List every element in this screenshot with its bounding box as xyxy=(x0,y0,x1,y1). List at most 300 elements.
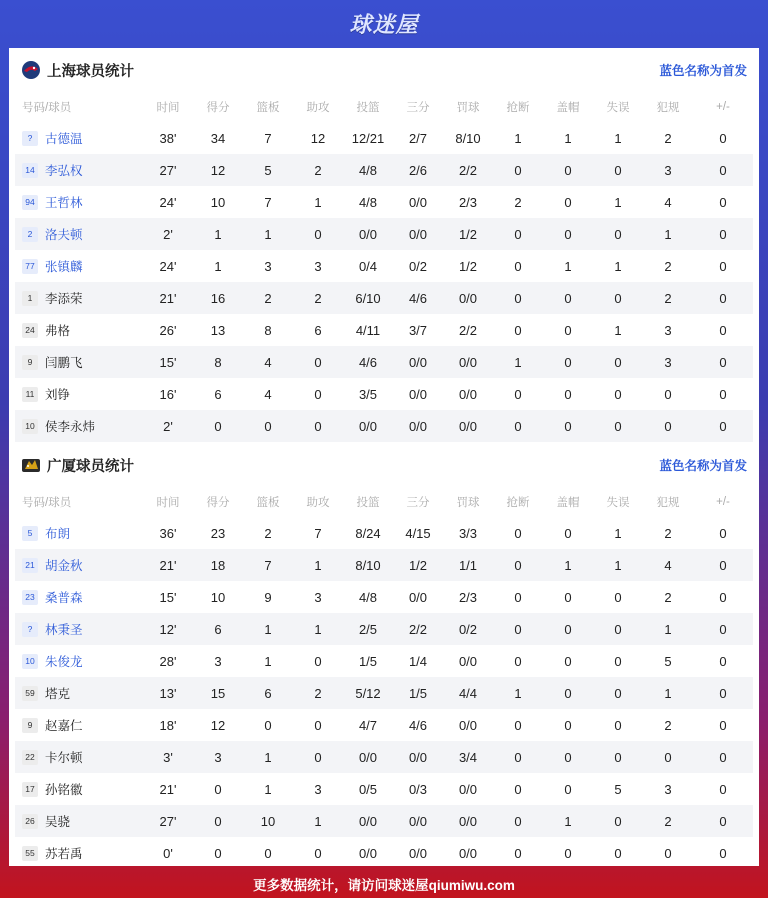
player-row[interactable] xyxy=(15,677,753,709)
stat-cell: 7 xyxy=(264,130,272,146)
column-header: 时间 xyxy=(156,102,180,114)
player-row[interactable] xyxy=(15,378,753,410)
column-header: 抢断 xyxy=(506,497,530,509)
stat-cell: 27' xyxy=(143,805,193,837)
player-name[interactable]: 弗格 xyxy=(45,324,71,338)
stat-cell: 0 xyxy=(493,549,543,581)
column-header: 投篮 xyxy=(356,102,380,114)
stat-cell: 8/24 xyxy=(355,525,381,541)
stat-cell: 1 xyxy=(293,613,343,645)
starter-note: 蓝色名称为首发 xyxy=(659,64,747,78)
player-cell xyxy=(15,218,143,250)
stat-cell: 0 xyxy=(614,589,622,605)
stat-cell: 0 xyxy=(564,525,572,541)
stat-cell: 1 xyxy=(243,613,293,645)
stat-cell: 0/0 xyxy=(343,410,393,442)
section-title-text: 广厦球员统计 xyxy=(47,458,134,475)
stat-cell: 1 xyxy=(514,130,522,146)
player-row[interactable] xyxy=(15,218,753,250)
stat-cell: 0 xyxy=(314,386,322,402)
stat-cell: 3 xyxy=(664,781,672,797)
stat-cell: 4 xyxy=(643,549,693,581)
column-header: 篮板 xyxy=(256,102,280,114)
stat-cell: 0/0 xyxy=(443,282,493,314)
stat-cell: 0 xyxy=(564,717,572,733)
jersey-number-badge: 11 xyxy=(22,387,38,402)
starter-note: 蓝色名称为首发 xyxy=(659,459,747,473)
player-row[interactable] xyxy=(15,250,753,282)
stat-cell: 0 xyxy=(293,410,343,442)
stat-cell: 0 xyxy=(543,613,593,645)
stat-cell: 0 xyxy=(564,781,572,797)
stat-cell: 0 xyxy=(293,218,343,250)
stat-cell: 0 xyxy=(693,282,753,314)
stat-cell: 0/0 xyxy=(443,410,493,442)
stat-cell: 5/12 xyxy=(343,677,393,709)
jersey-number-badge: 55 xyxy=(22,846,38,861)
column-header: 失误 xyxy=(606,497,630,509)
stat-cell: 6 xyxy=(314,322,322,338)
stat-cell: 3 xyxy=(664,322,672,338)
stat-cell: 2/2 xyxy=(443,154,493,186)
stat-cell: 0/0 xyxy=(393,805,443,837)
stat-cell: 2/2 xyxy=(458,322,478,338)
stat-cell: 0 xyxy=(543,410,593,442)
stat-cell: 0 xyxy=(693,218,753,250)
stat-cell: 5 xyxy=(243,154,293,186)
stat-cell: 12 xyxy=(193,154,243,186)
stat-cell: 0 xyxy=(693,741,753,773)
stat-cell: 0/0 xyxy=(393,346,443,378)
stat-cell: 18 xyxy=(193,549,243,581)
player-cell xyxy=(15,773,143,805)
stat-cell: 21' xyxy=(143,282,193,314)
stat-cell: 4/6 xyxy=(393,282,443,314)
stat-cell: 0 xyxy=(643,741,693,773)
player-name[interactable]: 刘铮 xyxy=(45,388,71,402)
stat-cell: 0/0 xyxy=(343,218,393,250)
stat-cell: 34 xyxy=(210,130,226,146)
stat-cell: 0 xyxy=(719,845,727,861)
player-name[interactable]: 王哲林 xyxy=(45,196,83,210)
stat-cell: 0 xyxy=(543,677,593,709)
column-header: 助攻 xyxy=(306,497,330,509)
section-title xyxy=(21,60,134,81)
player-cell xyxy=(15,282,143,314)
stat-cell: 2 xyxy=(243,282,293,314)
stat-cell: 0 xyxy=(664,386,672,402)
jersey-number-badge: 59 xyxy=(22,686,38,701)
column-header: 号码/球员 xyxy=(22,497,72,509)
stat-cell: 0 xyxy=(693,410,753,442)
jersey-number-badge: 94 xyxy=(22,195,38,210)
player-name[interactable]: 林秉圣 xyxy=(45,623,83,637)
stat-cell: 0 xyxy=(614,653,622,669)
stat-cell: 5 xyxy=(664,653,672,669)
jersey-number-badge: 22 xyxy=(22,750,38,765)
player-name[interactable]: 布朗 xyxy=(45,527,71,541)
stat-cell: 0 xyxy=(593,218,643,250)
column-header: 号码/球员 xyxy=(22,102,72,114)
stat-cell: 12 xyxy=(310,130,326,146)
player-row[interactable] xyxy=(15,122,753,154)
player-name[interactable]: 孙铭徽 xyxy=(45,783,83,797)
stat-cell: 5 xyxy=(614,781,622,797)
stat-cell: 0 xyxy=(514,525,522,541)
stat-cell: 2 xyxy=(643,805,693,837)
stat-cell: 0/0 xyxy=(458,386,478,402)
stat-cell: 2/2 xyxy=(393,613,443,645)
stat-cell: 0 xyxy=(314,845,322,861)
stat-cell: 0 xyxy=(614,845,622,861)
stat-cell: 21' xyxy=(159,781,177,797)
stat-cell: 0 xyxy=(214,781,222,797)
stat-cell: 0 xyxy=(693,346,753,378)
player-cell xyxy=(15,741,143,773)
stat-cell: 1 xyxy=(643,677,693,709)
jersey-number-badge: 21 xyxy=(22,558,38,573)
stat-cell: 4 xyxy=(664,194,672,210)
stat-cell: 1 xyxy=(564,130,572,146)
stat-cell: 0 xyxy=(693,154,753,186)
column-header: 得分 xyxy=(206,102,230,114)
player-name[interactable]: 古德温 xyxy=(45,132,83,146)
stat-cell: 1 xyxy=(293,805,343,837)
player-stats-table xyxy=(15,92,753,442)
player-cell xyxy=(15,645,143,677)
stat-cell: 1 xyxy=(643,218,693,250)
stat-cell: 0 xyxy=(514,322,522,338)
stat-cell: 1 xyxy=(614,525,622,541)
stat-cell: 0 xyxy=(514,653,522,669)
stat-cell: 24' xyxy=(159,258,177,274)
column-header: 失误 xyxy=(606,102,630,114)
stat-cell: 4/8 xyxy=(358,194,378,210)
stat-cell: 12/21 xyxy=(351,130,385,146)
stat-cell: 0 xyxy=(593,410,643,442)
stat-cell: 2 xyxy=(664,525,672,541)
stat-cell: 8 xyxy=(193,346,243,378)
stat-cell: 2 xyxy=(293,154,343,186)
stat-cell: 36' xyxy=(159,525,177,541)
stat-cell: 6 xyxy=(243,677,293,709)
player-cell xyxy=(15,677,143,709)
player-row[interactable] xyxy=(15,645,753,677)
stat-cell: 0 xyxy=(593,741,643,773)
jersey-number-badge: 24 xyxy=(22,323,38,338)
stat-cell: 1 xyxy=(314,194,322,210)
stat-cell: 0/0 xyxy=(458,653,478,669)
stat-cell: 7 xyxy=(314,525,322,541)
stat-cell: 0 xyxy=(314,717,322,733)
stat-cell: 0 xyxy=(514,781,522,797)
stat-cell: 3 xyxy=(643,346,693,378)
column-header: 投篮 xyxy=(356,497,380,509)
stat-cell: 2 xyxy=(664,130,672,146)
stat-cell: 1/5 xyxy=(358,653,378,669)
stat-cell: 0/0 xyxy=(443,346,493,378)
stat-cell: 0 xyxy=(243,410,293,442)
stat-cell: 0 xyxy=(193,410,243,442)
stat-cell: 2/3 xyxy=(458,589,478,605)
stat-cell: 15' xyxy=(159,589,177,605)
player-row[interactable] xyxy=(15,186,753,218)
stat-cell: 2 xyxy=(293,677,343,709)
stat-cell: 0/0 xyxy=(408,194,428,210)
player-name[interactable]: 李添荣 xyxy=(45,292,83,306)
stat-cell: 9 xyxy=(264,589,272,605)
stat-cell: 1 xyxy=(264,781,272,797)
stat-cell: 0 xyxy=(564,653,572,669)
section-header xyxy=(9,48,759,92)
stat-cell: 6 xyxy=(193,613,243,645)
stat-cell: 0/4 xyxy=(358,258,378,274)
player-row[interactable] xyxy=(15,282,753,314)
stat-cell: 0 xyxy=(293,346,343,378)
column-header: +/- xyxy=(716,496,730,508)
player-row[interactable] xyxy=(15,581,753,613)
player-cell xyxy=(15,314,143,346)
section-header xyxy=(9,443,759,487)
stat-cell: 0 xyxy=(493,282,543,314)
stat-cell: 0 xyxy=(493,741,543,773)
stat-cell: 0 xyxy=(543,282,593,314)
stat-cell: 3/7 xyxy=(408,322,428,338)
stat-cell: 0/3 xyxy=(408,781,428,797)
column-header: 犯规 xyxy=(656,497,680,509)
stat-cell: 1 xyxy=(614,258,622,274)
player-row[interactable] xyxy=(15,154,753,186)
stat-cell: 1 xyxy=(614,194,622,210)
stat-cell: 0 xyxy=(193,805,243,837)
stat-cell: 0 xyxy=(719,781,727,797)
brand-logo-text: 球迷屋 xyxy=(349,11,419,37)
player-row[interactable] xyxy=(15,709,753,741)
stat-cell: 0 xyxy=(719,194,727,210)
stat-cell: 0 xyxy=(693,613,753,645)
stat-cell: 4/7 xyxy=(358,717,378,733)
player-name[interactable]: 李弘权 xyxy=(45,164,83,178)
stat-cell: 2/5 xyxy=(343,613,393,645)
stat-cell: 0/0 xyxy=(408,845,428,861)
column-header: +/- xyxy=(716,101,730,113)
stat-cell: 2/6 xyxy=(393,154,443,186)
player-cell xyxy=(15,378,143,410)
stat-cell: 4/15 xyxy=(405,525,431,541)
stat-cell: 0 xyxy=(564,386,572,402)
player-row[interactable] xyxy=(15,410,753,442)
column-header: 抢断 xyxy=(506,102,530,114)
stat-cell: 0 xyxy=(564,589,572,605)
stat-cell: 1 xyxy=(493,677,543,709)
stat-cell: 12 xyxy=(210,717,226,733)
player-cell xyxy=(15,250,143,282)
stat-cell: 13' xyxy=(143,677,193,709)
stat-cell: 18' xyxy=(159,717,177,733)
jersey-number-badge: 9 xyxy=(22,355,38,370)
player-name[interactable]: 张镇麟 xyxy=(45,260,83,274)
player-name[interactable]: 侯李永炜 xyxy=(45,420,96,434)
stat-cell: 8/10 xyxy=(455,130,481,146)
player-name[interactable]: 吴骁 xyxy=(45,815,71,829)
stat-cell: 3 xyxy=(643,154,693,186)
jersey-number-badge: 26 xyxy=(22,814,38,829)
stat-cell: 0/0 xyxy=(458,781,478,797)
stat-cell: 0 xyxy=(493,410,543,442)
jersey-number-badge: 14 xyxy=(22,163,38,178)
stat-cell: 0 xyxy=(593,154,643,186)
stat-cell: 0 xyxy=(593,282,643,314)
player-cell xyxy=(15,517,143,549)
guangsha-logo-icon xyxy=(21,455,41,475)
stat-cell: 0 xyxy=(293,741,343,773)
jersey-number-badge: 9 xyxy=(22,718,38,733)
stat-cell: 0 xyxy=(719,258,727,274)
stat-cell: 1/4 xyxy=(408,653,428,669)
player-name[interactable]: 赵嘉仁 xyxy=(45,719,83,733)
stat-cell: 7 xyxy=(243,549,293,581)
stat-cell: 2 xyxy=(264,525,272,541)
player-row[interactable] xyxy=(15,837,753,869)
player-cell xyxy=(15,346,143,378)
stat-cell: 2 xyxy=(664,258,672,274)
stat-cell: 0 xyxy=(564,845,572,861)
stat-cell: 23 xyxy=(210,525,226,541)
stat-cell: 10 xyxy=(210,194,226,210)
stat-cell: 0/0 xyxy=(343,741,393,773)
player-cell xyxy=(15,805,143,837)
stat-cell: 0/0 xyxy=(343,805,393,837)
player-name[interactable]: 苏若禹 xyxy=(45,847,83,861)
stat-cell: 3/3 xyxy=(458,525,478,541)
player-cell xyxy=(15,581,143,613)
stat-cell: 3/4 xyxy=(443,741,493,773)
player-row[interactable] xyxy=(15,613,753,645)
stat-cell: 0 xyxy=(493,805,543,837)
stat-cell: 16 xyxy=(193,282,243,314)
stat-cell: 4/11 xyxy=(355,322,381,338)
stat-cell: 0 xyxy=(514,589,522,605)
column-header: 盖帽 xyxy=(556,102,580,114)
stat-cell: 4/8 xyxy=(358,589,378,605)
stat-cell: 0 xyxy=(614,717,622,733)
stat-cell: 0/0 xyxy=(408,386,428,402)
column-header: 时间 xyxy=(156,497,180,509)
stat-cell: 0 xyxy=(593,805,643,837)
stat-cell: 0 xyxy=(543,218,593,250)
stat-cell: 3/5 xyxy=(358,386,378,402)
stat-cell: 0 xyxy=(664,845,672,861)
stat-cell: 0/0 xyxy=(393,741,443,773)
stat-cell: 0 xyxy=(593,613,643,645)
stat-cell: 3 xyxy=(314,781,322,797)
stat-cell: 0 xyxy=(593,346,643,378)
stat-cell: 3 xyxy=(314,589,322,605)
player-name[interactable]: 卡尔顿 xyxy=(45,751,83,765)
jersey-number-badge: 10 xyxy=(22,419,38,434)
player-cell xyxy=(15,709,143,741)
player-name[interactable]: 闫鹏飞 xyxy=(45,356,83,370)
stat-cell: 1 xyxy=(543,549,593,581)
stat-cell: 3 xyxy=(193,741,243,773)
stat-cell: 2/3 xyxy=(458,194,478,210)
player-row[interactable] xyxy=(15,741,753,773)
stats-card xyxy=(9,48,759,866)
stat-cell: 1/2 xyxy=(458,258,478,274)
stat-cell: 1 xyxy=(614,130,622,146)
player-name[interactable]: 胡金秋 xyxy=(45,559,83,573)
stat-cell: 0 xyxy=(693,805,753,837)
column-header: 三分 xyxy=(406,102,430,114)
stat-cell: 7 xyxy=(264,194,272,210)
stat-cell: 0 xyxy=(264,717,272,733)
stat-cell: 0/0 xyxy=(458,717,478,733)
player-row[interactable] xyxy=(15,314,753,346)
stat-cell: 0 xyxy=(719,717,727,733)
stat-cell: 27' xyxy=(143,154,193,186)
stat-cell: 0 xyxy=(543,346,593,378)
section-title xyxy=(21,455,134,476)
stat-cell: 0 xyxy=(543,154,593,186)
stat-cell: 1 xyxy=(214,258,222,274)
section-title-text: 上海球员统计 xyxy=(47,63,134,80)
stat-cell: 2' xyxy=(143,410,193,442)
player-name[interactable]: 桑普森 xyxy=(45,591,83,605)
player-row[interactable] xyxy=(15,346,753,378)
stat-cell: 0/2 xyxy=(408,258,428,274)
stat-cell: 1 xyxy=(193,218,243,250)
stat-cell: 3' xyxy=(143,741,193,773)
stat-cell: 0/0 xyxy=(408,589,428,605)
stat-cell: 0 xyxy=(614,386,622,402)
player-name[interactable]: 朱俊龙 xyxy=(45,655,83,669)
stat-cell: 3 xyxy=(264,258,272,274)
stat-cell: 0 xyxy=(514,845,522,861)
stat-cell: 0 xyxy=(693,549,753,581)
stat-cell: 0 xyxy=(719,525,727,541)
stat-cell: 1 xyxy=(543,805,593,837)
column-header: 罚球 xyxy=(456,497,480,509)
player-name[interactable]: 洛夫顿 xyxy=(45,228,83,242)
stat-cell: 3 xyxy=(214,653,222,669)
stat-cell: 26' xyxy=(159,322,177,338)
stat-cell: 1 xyxy=(243,218,293,250)
stat-cell: 0 xyxy=(493,218,543,250)
stat-cell: 0 xyxy=(514,258,522,274)
stat-cell: 4/4 xyxy=(443,677,493,709)
player-cell xyxy=(15,837,143,869)
stat-cell: 21' xyxy=(143,549,193,581)
stat-cell: 3 xyxy=(314,258,322,274)
player-row[interactable] xyxy=(15,773,753,805)
stat-cell: 4/8 xyxy=(343,154,393,186)
stat-cell: 1 xyxy=(643,613,693,645)
player-name[interactable]: 塔克 xyxy=(45,687,71,701)
stat-cell: 8/10 xyxy=(343,549,393,581)
player-cell xyxy=(15,122,143,154)
stat-cell: 2/7 xyxy=(408,130,428,146)
player-cell xyxy=(15,154,143,186)
stat-cell: 0 xyxy=(264,845,272,861)
player-row[interactable] xyxy=(15,805,753,837)
stat-cell: 1 xyxy=(614,322,622,338)
stat-cell: 4 xyxy=(264,386,272,402)
player-row[interactable] xyxy=(15,517,753,549)
stat-cell: 0 xyxy=(719,653,727,669)
stat-cell: 4 xyxy=(243,346,293,378)
player-row[interactable] xyxy=(15,549,753,581)
footer-text: 更多数据统计，请访问球迷屋qiumiwu.com xyxy=(253,878,515,893)
